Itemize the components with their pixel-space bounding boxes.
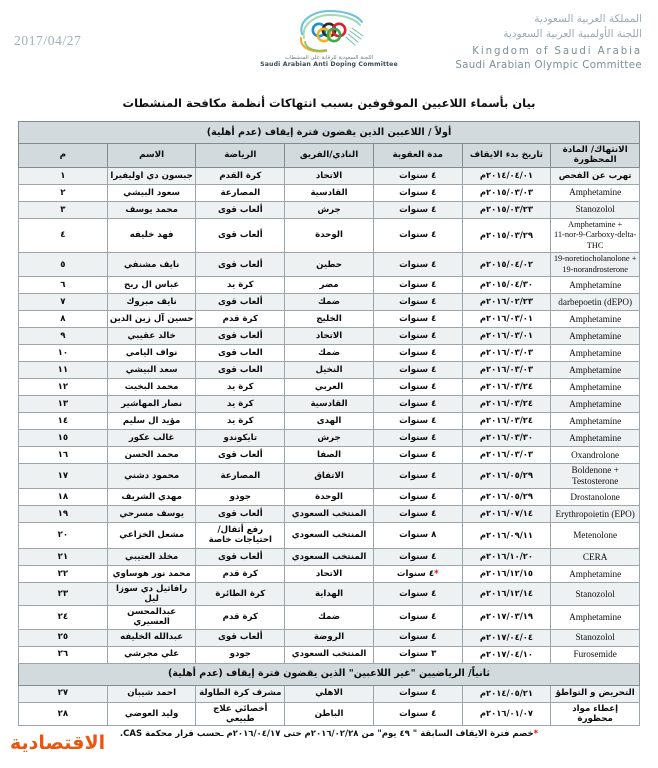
- table-row: [19, 362, 640, 379]
- cell-violation: Amphetamine: [551, 311, 640, 328]
- cell-name: سعود البيشي: [107, 184, 196, 201]
- cell-sport: جودو: [196, 646, 285, 663]
- cell-number: ٢٣: [19, 582, 108, 605]
- cell-name: خالد عقيبي: [107, 328, 196, 345]
- cell-club: ضمك: [285, 294, 374, 311]
- cell-number: ٨: [19, 311, 108, 328]
- cell-club: القادسية: [285, 396, 374, 413]
- cell-club: المنتخب السعودي: [285, 505, 374, 522]
- table-row: [19, 447, 640, 464]
- table-row: [19, 311, 640, 328]
- cell-violation: Amphetamine + 11-nor-9-Carboxy-delta-THC: [551, 218, 640, 253]
- cell-duration: ٤ سنوات: [373, 253, 462, 277]
- cell-name: جبسون دي اوليفيرا: [107, 167, 196, 184]
- cell-start-date: ٢٠١٤/٠٤/٠١م: [462, 167, 551, 184]
- cell-sport: ألعاب قوى: [196, 253, 285, 277]
- cell-name: فهد خليفه: [107, 218, 196, 253]
- cell-number: ٧: [19, 294, 108, 311]
- cell-duration: ٤ سنوات: [373, 464, 462, 489]
- section-header-non-athletes: [19, 663, 640, 685]
- cell-sport: العاب قوى: [196, 345, 285, 362]
- cell-violation: Metenolone: [551, 522, 640, 548]
- table-row: [19, 396, 640, 413]
- column-header-duration: مدة العقوبة: [373, 144, 462, 168]
- cell-club: مضر: [285, 277, 374, 294]
- cell-number: ١٧: [19, 464, 108, 489]
- cell-sport: تايكوندو: [196, 430, 285, 447]
- table-row: [19, 685, 640, 702]
- cell-name: مهدي الشريف: [107, 488, 196, 505]
- page-title: بيان بأسماء اللاعبين الموقوفين بسبب انتهاكات أنظمة مكافحة المنشطات: [122, 96, 536, 110]
- cell-start-date: ٢٠١٧/٠٣/١٩م: [462, 606, 551, 629]
- footnote-text: خصم فترة الايقاف السابقة " ٤٩ يوم" من ٢٠١٦/٠٢/٢٨م حتى ٢٠١٦/٠٤/١٧م ـحسب قرار محكمة CAS.: [119, 728, 534, 739]
- cell-duration: ٤ سنوات: [373, 167, 462, 184]
- cell-violation: Amphetamine: [551, 606, 640, 629]
- cell-violation: Drostanolone: [551, 488, 640, 505]
- cell-duration: ٤ سنوات: [373, 294, 462, 311]
- cell-sport: جودو: [196, 488, 285, 505]
- column-header-violation: الانتهاك/ المادة المحظورة: [551, 144, 640, 168]
- kingdom-name-en: Kingdom of Saudi Arabia: [472, 46, 642, 57]
- cell-duration: ٤ سنوات: [373, 362, 462, 379]
- cell-violation: Amphetamine: [551, 430, 640, 447]
- footnote: [18, 729, 640, 739]
- cell-violation: Amphetamine: [551, 565, 640, 582]
- cell-start-date: ٢٠١٦/١٢/١٤م: [462, 582, 551, 605]
- cell-violation: Stanozolol: [551, 629, 640, 646]
- cell-duration: *٤ سنوات: [373, 565, 462, 582]
- cell-name: نايف مشنفي: [107, 253, 196, 277]
- cell-number: ٢١: [19, 548, 108, 565]
- cell-club: الاتفاق: [285, 464, 374, 489]
- table-row: [19, 379, 640, 396]
- cell-number: ٢٥: [19, 629, 108, 646]
- cell-number: ١٥: [19, 430, 108, 447]
- cell-violation: Amphetamine: [551, 184, 640, 201]
- cell-duration: ٤ سنوات: [373, 629, 462, 646]
- cell-name: غالب عكور: [107, 430, 196, 447]
- cell-duration: ٤ سنوات: [373, 218, 462, 253]
- cell-club: الاتحاد: [285, 167, 374, 184]
- section-title: أولاً / اللاعبين الذين يقضون فترة إيقاف (عدم أهلية): [19, 122, 640, 144]
- cell-sport: كرة قدم: [196, 565, 285, 582]
- table-row: [19, 201, 640, 218]
- cell-name: مؤيد ال سليم: [107, 413, 196, 430]
- cell-sport: ألعاب قوى: [196, 505, 285, 522]
- cell-sport: المصارعة: [196, 184, 285, 201]
- column-header-name: الاسم: [107, 144, 196, 168]
- cell-sport: كرة يد: [196, 413, 285, 430]
- cell-club: الاتحاد: [285, 565, 374, 582]
- cell-start-date: ٢٠١٦/١٢/١٥م: [462, 565, 551, 582]
- anti-doping-caption-ar: اللجنة السعودية للرقابة على المنشطات: [284, 55, 374, 61]
- cell-sport: كرة الطائرة: [196, 582, 285, 605]
- table-row: [19, 488, 640, 505]
- cell-start-date: ٢٠١٦/٠٣/٢٤م: [462, 396, 551, 413]
- cell-duration: ٤ سنوات: [373, 277, 462, 294]
- table-row: [19, 505, 640, 522]
- cell-duration: ٤ سنوات: [373, 488, 462, 505]
- cell-number: ١٩: [19, 505, 108, 522]
- brand-name: الاقتصادية: [10, 732, 106, 754]
- cell-name: عبدالمحسن العسيري: [107, 606, 196, 629]
- olympic-rings-emblem-icon: [288, 8, 370, 54]
- cell-start-date: ٢٠١٦/٠١/٠٧م: [462, 702, 551, 725]
- cell-sport: ألعاب قوى: [196, 294, 285, 311]
- cell-duration: ٤ سنوات: [373, 582, 462, 605]
- cell-sport: كرة القدم: [196, 167, 285, 184]
- cell-name: رافاثيل دي سوزا ليل: [107, 582, 196, 605]
- roster-table-container: [18, 121, 640, 726]
- table-row: [19, 253, 640, 277]
- table-row: [19, 582, 640, 605]
- section-header-athletes: [19, 122, 640, 144]
- table-row: [19, 167, 640, 184]
- cell-violation: التحريض و التواطؤ: [551, 685, 640, 702]
- cell-violation: CERA: [551, 548, 640, 565]
- cell-number: ١٢: [19, 379, 108, 396]
- cell-sport: ألعاب قوى: [196, 447, 285, 464]
- table-row: [19, 646, 640, 663]
- cell-number: ٣: [19, 201, 108, 218]
- cell-name: مخلد العتيبي: [107, 548, 196, 565]
- cell-start-date: ٢٠١٥/٠٣/٢٩م: [462, 218, 551, 253]
- table-body: [19, 122, 640, 726]
- cell-violation: Amphetamine: [551, 362, 640, 379]
- cell-duration: ٤ سنوات: [373, 311, 462, 328]
- cell-sport: المصارعة: [196, 464, 285, 489]
- cell-sport: كرة يد: [196, 379, 285, 396]
- table-row: [19, 548, 640, 565]
- cell-number: ٢٨: [19, 702, 108, 725]
- cell-number: ١٦: [19, 447, 108, 464]
- cell-number: ٩: [19, 328, 108, 345]
- cell-club: حطين: [285, 253, 374, 277]
- cell-number: ١٨: [19, 488, 108, 505]
- cell-number: ١١: [19, 362, 108, 379]
- cell-name: نصار المهاشير: [107, 396, 196, 413]
- cell-sport: ألعاب قوى: [196, 548, 285, 565]
- cell-start-date: ٢٠١٧/٠٤/١٠م: [462, 646, 551, 663]
- cell-violation: تهرب عن الفحص: [551, 167, 640, 184]
- table-row: [19, 294, 640, 311]
- table-row: [19, 629, 640, 646]
- table-column-header-row: [19, 144, 640, 168]
- cell-duration: ٤ سنوات: [373, 548, 462, 565]
- cell-sport: كرة يد: [196, 396, 285, 413]
- cell-start-date: ٢٠١٥/٠٤/٠٢م: [462, 253, 551, 277]
- cell-number: ١: [19, 167, 108, 184]
- cell-duration: ٨ سنوات: [373, 522, 462, 548]
- cell-sport: رفع أثقال/ احتياجات خاصة: [196, 522, 285, 548]
- cell-name: عبدالله الخليفه: [107, 629, 196, 646]
- table-row: [19, 522, 640, 548]
- cell-club: الهداية: [285, 582, 374, 605]
- suspended-athletes-table: [18, 121, 640, 726]
- table-row: [19, 702, 640, 725]
- table-row: [19, 277, 640, 294]
- cell-name: محمد البخيت: [107, 379, 196, 396]
- cell-club: القادسية: [285, 184, 374, 201]
- cell-number: ١٣: [19, 396, 108, 413]
- cell-sport: العاب قوى: [196, 362, 285, 379]
- cell-number: ٤: [19, 218, 108, 253]
- brand-logo: [10, 732, 105, 754]
- cell-start-date: ٢٠١٦/٠٣/٢٤م: [462, 413, 551, 430]
- cell-violation: Erythropoietin (EPO): [551, 505, 640, 522]
- publication-date: 2017/04/27: [14, 33, 82, 48]
- cell-start-date: ٢٠١٦/٠٣/٠٣م: [462, 345, 551, 362]
- cell-club: الوحدة: [285, 218, 374, 253]
- cell-violation: Amphetamine: [551, 413, 640, 430]
- cell-club: الروضة: [285, 629, 374, 646]
- cell-start-date: ٢٠١٦/٠٥/٢٩م: [462, 488, 551, 505]
- cell-duration: ٤ سنوات: [373, 702, 462, 725]
- cell-club: الخليج: [285, 311, 374, 328]
- cell-name: محمد الحسن: [107, 447, 196, 464]
- cell-club: الاتحاد: [285, 328, 374, 345]
- cell-name: نايف مبروك: [107, 294, 196, 311]
- cell-start-date: ٢٠١٦/٠٧/١٤م: [462, 505, 551, 522]
- cell-duration: ٤ سنوات: [373, 606, 462, 629]
- table-row: [19, 464, 640, 489]
- cell-club: جرش: [285, 430, 374, 447]
- cell-number: ١٤: [19, 413, 108, 430]
- cell-club: ضمك: [285, 606, 374, 629]
- cell-name: سعد البيشي: [107, 362, 196, 379]
- cell-club: ضمك: [285, 345, 374, 362]
- cell-name: مشعل الخزاعي: [107, 522, 196, 548]
- cell-club: المنتخب السعودي: [285, 548, 374, 565]
- cell-duration: ٤ سنوات: [373, 685, 462, 702]
- cell-start-date: ٢٠١٦/٠٢/٢٣م: [462, 294, 551, 311]
- cell-number: ٢٢: [19, 565, 108, 582]
- cell-name: حسين آل زين الدين: [107, 311, 196, 328]
- table-row: [19, 565, 640, 582]
- cell-sport: كرة يد: [196, 277, 285, 294]
- cell-duration: ٤ سنوات: [373, 413, 462, 430]
- cell-start-date: ٢٠١٦/٠٣/٠١م: [462, 328, 551, 345]
- cell-sport: أخصائي علاج طبيعي: [196, 702, 285, 725]
- cell-name: علي مجرشي: [107, 646, 196, 663]
- cell-start-date: ٢٠١٧/٠٤/٠٤م: [462, 629, 551, 646]
- cell-club: العربي: [285, 379, 374, 396]
- cell-violation: إعطاء مواد محظورة: [551, 702, 640, 725]
- cell-start-date: ٢٠١٦/١٠/٢٠م: [462, 548, 551, 565]
- table-row: [19, 218, 640, 253]
- committee-name-ar: اللجنة الأولمبية العربية السعودية: [503, 28, 642, 40]
- cell-duration: ٤ سنوات: [373, 184, 462, 201]
- column-header-club: النادي/الفريق: [285, 144, 374, 168]
- cell-club: جرش: [285, 201, 374, 218]
- anti-doping-caption-en: Saudi Arabian Anti Doping Committee: [260, 61, 398, 68]
- cell-sport: مشرف كرة الطاولة: [196, 685, 285, 702]
- cell-start-date: ٢٠١٦/٠٣/٠٣م: [462, 447, 551, 464]
- column-header-start-date: تاريخ بدء الايقاف: [462, 144, 551, 168]
- footnote-star: *: [533, 728, 539, 739]
- cell-violation: Amphetamine: [551, 328, 640, 345]
- cell-violation: Stanozolol: [551, 582, 640, 605]
- cell-start-date: ٢٠١٥/٠٤/٣٠م: [462, 277, 551, 294]
- column-header-number: م: [19, 144, 108, 168]
- section-title: ثانياً/ الرياضيين "غير اللاعبين" الذين يقضون فترة إيقاف (عدم أهلية): [19, 663, 640, 685]
- cell-start-date: ٢٠١٦/٠٣/٠٣م: [462, 362, 551, 379]
- cell-duration: ٤ سنوات: [373, 430, 462, 447]
- cell-duration: ٤ سنوات: [373, 328, 462, 345]
- cell-number: ١٠: [19, 345, 108, 362]
- cell-duration: ٤ سنوات: [373, 345, 462, 362]
- olympic-committee-block: [455, 12, 642, 73]
- cell-name: محمد يوسف: [107, 201, 196, 218]
- cell-club: الباطن: [285, 702, 374, 725]
- cell-club: النخيل: [285, 362, 374, 379]
- cell-sport: كرة قدم: [196, 311, 285, 328]
- cell-violation: Furosemide: [551, 646, 640, 663]
- cell-club: المنتخب السعودي: [285, 646, 374, 663]
- cell-violation: Amphetamine: [551, 345, 640, 362]
- cell-club: الاهلي: [285, 685, 374, 702]
- cell-start-date: ٢٠١٦/٠٣/٣٠م: [462, 430, 551, 447]
- cell-name: عباس ال ربح: [107, 277, 196, 294]
- cell-number: ٢٦: [19, 646, 108, 663]
- table-row: [19, 184, 640, 201]
- cell-sport: ألعاب قوى: [196, 629, 285, 646]
- cell-duration: ٤ سنوات: [373, 447, 462, 464]
- table-row: [19, 345, 640, 362]
- cell-duration: ٣ سنوات: [373, 646, 462, 663]
- table-row: [19, 413, 640, 430]
- cell-club: الوحدة: [285, 488, 374, 505]
- table-row: [19, 430, 640, 447]
- cell-violation: 19-noretiocholanolone + 19-norandrosterone: [551, 253, 640, 277]
- cell-number: ٢٧: [19, 685, 108, 702]
- column-header-sport: الرياضة: [196, 144, 285, 168]
- cell-start-date: ٢٠١٦/٠٩/١١م: [462, 522, 551, 548]
- cell-duration: ٤ سنوات: [373, 201, 462, 218]
- cell-number: ٥: [19, 253, 108, 277]
- cell-violation: Oxandrolone: [551, 447, 640, 464]
- kingdom-name-ar: المملكة العربية السعودية: [534, 13, 642, 25]
- cell-number: ٢٤: [19, 606, 108, 629]
- cell-start-date: ٢٠١٤/٠٥/٢١م: [462, 685, 551, 702]
- cell-name: محمود دشني: [107, 464, 196, 489]
- cell-number: ٦: [19, 277, 108, 294]
- cell-start-date: ٢٠١٦/٠٣/٠١م: [462, 311, 551, 328]
- cell-sport: كرة قدم: [196, 606, 285, 629]
- cell-name: يوسف مسرحي: [107, 505, 196, 522]
- cell-start-date: ٢٠١٦/٠٥/٢٩م: [462, 464, 551, 489]
- cell-number: ٢: [19, 184, 108, 201]
- cell-duration: ٤ سنوات: [373, 396, 462, 413]
- cell-sport: ألعاب قوى: [196, 328, 285, 345]
- cell-violation: darbepoetin (dEPO): [551, 294, 640, 311]
- cell-violation: Boldenone + Testosterone: [551, 464, 640, 489]
- cell-name: وليد العوضي: [107, 702, 196, 725]
- cell-club: الصفا: [285, 447, 374, 464]
- table-row: [19, 606, 640, 629]
- cell-duration: ٤ سنوات: [373, 505, 462, 522]
- cell-start-date: ٢٠١٥/٠٣/٢٣م: [462, 201, 551, 218]
- table-row: [19, 328, 640, 345]
- cell-name: نواف اليامي: [107, 345, 196, 362]
- cell-start-date: ٢٠١٥/٠٣/٠٣م: [462, 184, 551, 201]
- cell-club: الهدى: [285, 413, 374, 430]
- cell-sport: ألعاب قوى: [196, 218, 285, 253]
- cell-violation: Amphetamine: [551, 277, 640, 294]
- cell-club: المنتخب السعودي: [285, 522, 374, 548]
- cell-number: ٢٠: [19, 522, 108, 548]
- cell-violation: Stanozolol: [551, 201, 640, 218]
- committee-name-en: Saudi Arabian Olympic Committee: [455, 60, 642, 71]
- cell-violation: Amphetamine: [551, 379, 640, 396]
- cell-violation: Amphetamine: [551, 396, 640, 413]
- page-header: [0, 0, 658, 82]
- cell-sport: ألعاب قوى: [196, 201, 285, 218]
- cell-duration: ٤ سنوات: [373, 379, 462, 396]
- cell-start-date: ٢٠١٦/٠٣/٢٤م: [462, 379, 551, 396]
- cell-name: محمد نور هوساوي: [107, 565, 196, 582]
- cell-name: احمد شيبان: [107, 685, 196, 702]
